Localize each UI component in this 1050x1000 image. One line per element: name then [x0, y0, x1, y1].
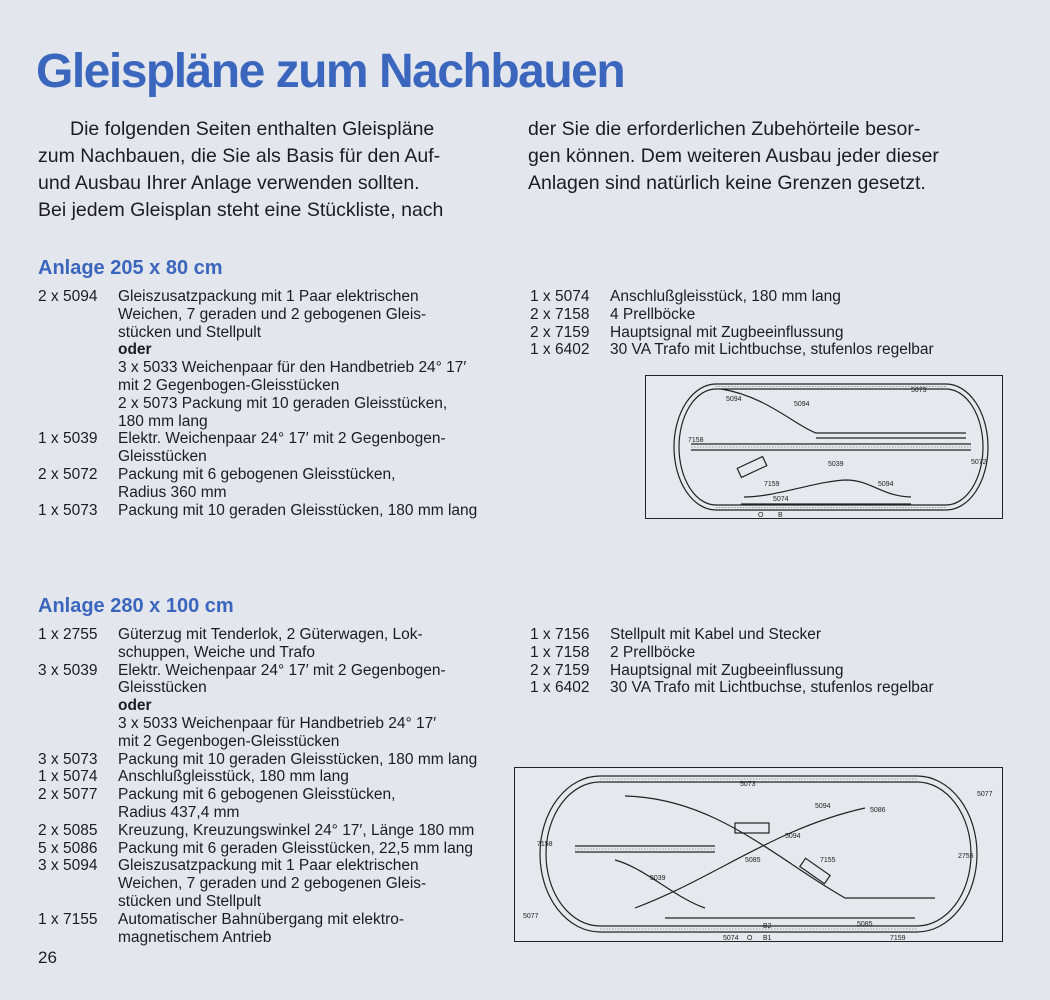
- oder-label: oder: [118, 341, 152, 359]
- part-quantity: 2 x 7158: [530, 305, 590, 323]
- description-line: Packung mit 10 geraden Gleisstücken, 180 mm lang: [118, 501, 478, 519]
- description-line: 2 Prellböcke: [610, 643, 696, 661]
- page-number: 26: [38, 948, 57, 967]
- description-line: Hauptsignal mit Zugbeeinflussung: [610, 661, 844, 679]
- part-description: [610, 324, 844, 342]
- track-label: 5074: [773, 496, 789, 503]
- parts-list-right: [530, 288, 934, 359]
- part-description: [118, 786, 395, 822]
- part-description: [610, 626, 821, 644]
- intro-line: gen können. Dem weiteren Ausbau jeder dieser: [528, 145, 939, 167]
- track-label: 2755: [958, 853, 974, 860]
- part-row: [38, 466, 477, 502]
- description-line: Elektr. Weichenpaar 24° 17′ mit 2 Gegenbogen-: [118, 430, 446, 448]
- part-row: [530, 324, 934, 342]
- part-quantity: 1 x 5073: [38, 501, 98, 519]
- part-row: [38, 288, 477, 341]
- part-description: [118, 768, 349, 786]
- part-quantity: 2 x 5094: [38, 288, 98, 305]
- track-label: 5039: [828, 461, 844, 468]
- track-plan-svg: [515, 768, 1002, 941]
- parts-list-left: [38, 626, 477, 946]
- part-row: [530, 626, 934, 644]
- part-quantity: 1 x 5074: [530, 288, 590, 305]
- track-label: 5072: [971, 459, 987, 466]
- parts-list-left: [38, 288, 477, 519]
- part-row: [530, 288, 934, 306]
- track-label: 5086: [870, 807, 886, 814]
- description-line: magnetischem Antrieb: [118, 928, 272, 946]
- part-description: [610, 288, 841, 306]
- part-row: [38, 502, 477, 520]
- part-row: [38, 768, 477, 786]
- part-quantity: 1 x 6402: [530, 679, 590, 697]
- track-label: 5085: [857, 921, 873, 928]
- part-description: [610, 306, 695, 324]
- track-label: 5094: [785, 833, 801, 840]
- part-description: [118, 288, 426, 341]
- description-line: Hauptsignal mit Zugbeeinflussung: [610, 323, 844, 341]
- description-line: 30 VA Trafo mit Lichtbuchse, stufenlos regelbar: [610, 679, 934, 697]
- part-quantity: 1 x 6402: [530, 341, 590, 359]
- track-plan-svg: [646, 376, 1002, 518]
- description-line: schuppen, Weiche und Trafo: [118, 643, 316, 661]
- track-label: 5094: [878, 481, 894, 488]
- alternative-line: 180 mm lang: [118, 412, 208, 430]
- description-line: 30 VA Trafo mit Lichtbuchse, stufenlos regelbar: [610, 341, 934, 359]
- part-row: [38, 786, 477, 822]
- part-row: [38, 840, 477, 858]
- description-line: Weichen, 7 geraden und 2 gebogenen Gleis-: [118, 305, 427, 323]
- part-quantity: 1 x 5074: [38, 768, 98, 786]
- oder-label: oder: [118, 697, 152, 715]
- part-quantity: 3 x 5094: [38, 857, 98, 875]
- description-line: Packung mit 6 gebogenen Gleisstücken,: [118, 786, 396, 804]
- intro-line: Anlagen sind natürlich keine Grenzen gesetzt.: [528, 172, 926, 194]
- part-row: [530, 662, 934, 680]
- track-label: B1: [763, 935, 772, 941]
- description-line: Gleisstücken: [118, 448, 207, 466]
- description-line: Anschlußgleisstück, 180 mm lang: [610, 288, 841, 305]
- part-row: [530, 341, 934, 359]
- intro-line: und Ausbau Ihrer Anlage verwenden sollten.: [38, 172, 420, 194]
- track-label: 5074: [723, 935, 739, 941]
- alternative-parts: [38, 359, 477, 430]
- alternative-line: 3 x 5033 Weichenpaar für Handbetrieb 24° 17′: [118, 714, 437, 732]
- part-description: [118, 857, 426, 910]
- alternative-parts: [38, 715, 477, 751]
- part-quantity: 1 x 7156: [530, 626, 590, 643]
- track-label: B2: [763, 923, 772, 930]
- description-line: Stellpult mit Kabel und Stecker: [610, 626, 822, 643]
- page-title: Gleispläne zum Nachbauen: [36, 45, 625, 98]
- layout-heading: Anlage 280 x 100 cm: [38, 595, 234, 617]
- part-description: [118, 430, 446, 466]
- part-description: [610, 644, 695, 662]
- part-quantity: 3 x 5039: [38, 661, 98, 679]
- intro-line: Bei jedem Gleisplan steht eine Stückliste, nach: [38, 199, 444, 221]
- description-line: Kreuzung, Kreuzungswinkel 24° 17′, Länge 180 mm: [118, 821, 475, 839]
- description-line: Gleiszusatzpackung mit 1 Paar elektrischen: [118, 857, 419, 875]
- track-label: 5077: [977, 791, 993, 798]
- part-row: [38, 626, 477, 662]
- description-line: Radius 360 mm: [118, 483, 227, 501]
- track-label: 5039: [650, 875, 666, 882]
- intro-left-column: [38, 116, 508, 224]
- part-description: [610, 341, 934, 359]
- track-label: 7158: [688, 437, 704, 444]
- description-line: Automatischer Bahnübergang mit elektro-: [118, 910, 405, 928]
- part-row: [530, 644, 934, 662]
- part-row: [38, 662, 477, 698]
- description-line: Güterzug mit Tenderlok, 2 Güterwagen, Lok-: [118, 626, 423, 643]
- part-quantity: 5 x 5086: [38, 839, 98, 857]
- part-quantity: 1 x 5039: [38, 430, 98, 448]
- track-label: O: [758, 512, 764, 518]
- track-label: B: [778, 512, 783, 518]
- part-description: [610, 679, 934, 697]
- track-label: O: [747, 935, 753, 941]
- intro-line: zum Nachbauen, die Sie als Basis für den Auf-: [38, 145, 441, 167]
- track-label: 5085: [745, 857, 761, 864]
- part-description: [118, 466, 395, 502]
- track-labels: [523, 781, 993, 941]
- description-line: Weichen, 7 geraden und 2 gebogenen Gleis-: [118, 875, 427, 893]
- track-plan-diagram: [645, 375, 1003, 519]
- part-description: [118, 822, 474, 840]
- part-row: [530, 306, 934, 324]
- part-quantity: 1 x 2755: [38, 626, 98, 643]
- alternative-line: mit 2 Gegenbogen-Gleisstücken: [118, 376, 340, 394]
- part-row: [530, 679, 934, 697]
- alternative-line: 2 x 5073 Packung mit 10 geraden Gleisstücken,: [118, 394, 448, 412]
- part-quantity: 2 x 5072: [38, 465, 98, 483]
- parts-list-right: [530, 626, 934, 697]
- part-row: [38, 822, 477, 840]
- part-quantity: 2 x 7159: [530, 661, 590, 679]
- part-description: [118, 840, 473, 858]
- track-label: 7158: [537, 841, 553, 848]
- track-label: 5094: [726, 396, 742, 403]
- description-line: Gleisstücken: [118, 679, 207, 697]
- track-plan-diagram: [514, 767, 1003, 942]
- part-row: [38, 430, 477, 466]
- track-label: 7159: [890, 935, 906, 941]
- alternative-line: mit 2 Gegenbogen-Gleisstücken: [118, 732, 340, 750]
- description-line: Elektr. Weichenpaar 24° 17′ mit 2 Gegenbogen-: [118, 661, 446, 679]
- part-row: [38, 857, 477, 910]
- part-quantity: 1 x 7158: [530, 643, 590, 661]
- part-quantity: 2 x 5085: [38, 821, 98, 839]
- part-quantity: 2 x 5077: [38, 786, 98, 804]
- track-label: 7159: [764, 481, 780, 488]
- description-line: Radius 437,4 mm: [118, 803, 240, 821]
- part-description: [118, 662, 446, 698]
- layout-heading: Anlage 205 x 80 cm: [38, 257, 223, 279]
- track-label: 5094: [815, 803, 831, 810]
- description-line: Packung mit 6 geraden Gleisstücken, 22,5 mm lang: [118, 839, 473, 857]
- part-description: [118, 751, 477, 769]
- track-labels: [688, 387, 987, 518]
- part-quantity: 1 x 7155: [38, 910, 98, 928]
- intro-line: Die folgenden Seiten enthalten Gleispläne: [70, 118, 435, 140]
- description-line: 4 Prellböcke: [610, 305, 696, 323]
- intro-right-column: [528, 116, 998, 197]
- description-line: Anschlußgleisstück, 180 mm lang: [118, 768, 349, 786]
- part-row: [38, 751, 477, 769]
- alternative-line: 3 x 5033 Weichenpaar für den Handbetrieb 24° 17′: [118, 359, 467, 377]
- part-quantity: 3 x 5073: [38, 750, 98, 768]
- part-description: [118, 626, 423, 662]
- description-line: stücken und Stellpult: [118, 323, 262, 341]
- track-label: 5094: [794, 401, 810, 408]
- track-label: 7155: [820, 857, 836, 864]
- intro-line: der Sie die erforderlichen Zubehörteile besor-: [528, 118, 921, 140]
- part-quantity: 2 x 7159: [530, 323, 590, 341]
- track-label: 5077: [523, 913, 539, 920]
- part-description: [610, 662, 844, 680]
- description-line: Packung mit 6 gebogenen Gleisstücken,: [118, 465, 396, 483]
- description-line: Gleiszusatzpackung mit 1 Paar elektrischen: [118, 288, 419, 305]
- part-row: [38, 911, 477, 947]
- description-line: Packung mit 10 geraden Gleisstücken, 180 mm lang: [118, 750, 478, 768]
- track-label: 5073: [740, 781, 756, 788]
- track-label: 5073: [911, 387, 927, 394]
- part-description: [118, 911, 404, 947]
- description-line: stücken und Stellpult: [118, 892, 262, 910]
- part-description: [118, 502, 477, 520]
